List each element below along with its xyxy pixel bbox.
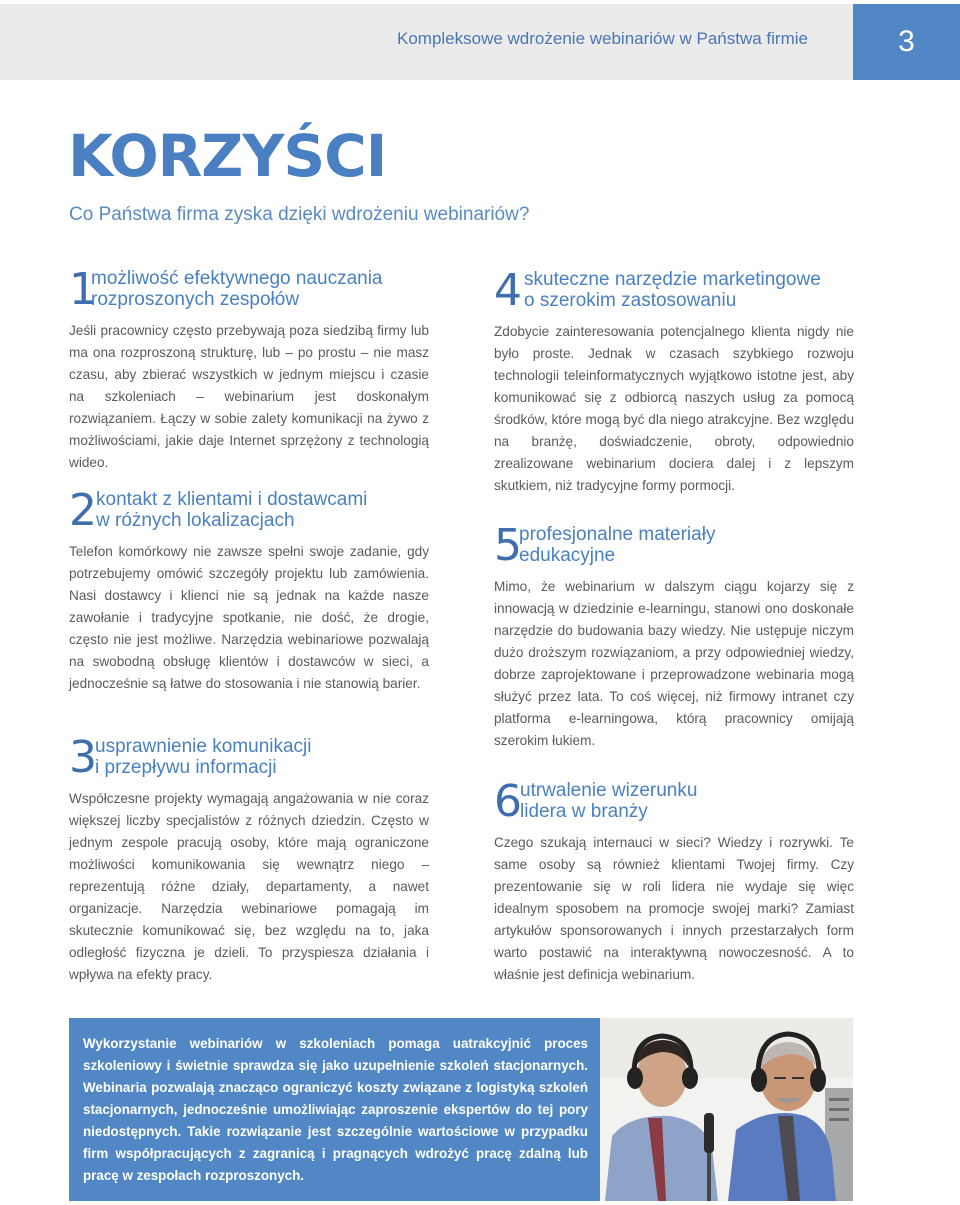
item-title bbox=[519, 524, 715, 566]
item-title-line2: i przepływu informacji bbox=[95, 757, 277, 778]
item-title bbox=[520, 780, 697, 822]
item-title-line2: o szerokim zastosowaniu bbox=[524, 290, 737, 311]
benefit-item-1 bbox=[69, 264, 429, 474]
item-title-line1: profesjonalne materiały bbox=[519, 524, 716, 545]
item-title-line2: rozproszonych zespołów bbox=[91, 289, 300, 310]
item-number: 3 bbox=[69, 732, 97, 783]
item-title-line2: lidera w branży bbox=[520, 801, 648, 822]
item-title-line1: utrwalenie wizerunku bbox=[520, 780, 698, 801]
item-text: Współczesne projekty wymagają angażowania w nie coraz większej liczby specjalistów z różnych dziedzin. Często w jednym zespole pracują osoby, które mają ograniczone możliwości komunikowania się wewnątrz niego – reprezentują różne działy, departamenty, a nawet organizacje. Narzędzia webinariowe pomagają im skutecznie komunikować się, bez względu na to, jaka odległość fizyczna je dzieli. To przyspiesza działania i wpływa na efekty pracy. bbox=[69, 791, 429, 982]
page-number: 3 bbox=[853, 4, 960, 80]
benefit-item-5 bbox=[494, 520, 854, 752]
benefit-item-6 bbox=[494, 776, 854, 986]
item-title bbox=[524, 269, 821, 311]
item-title bbox=[91, 268, 383, 310]
item-text: Mimo, że webinarium w dalszym ciągu kojarzy się z innowacją w dziedzinie e-learningu, stanowi ono doskonałe narzędzie do budowania bazy wiedzy. Nie ustępuje niczym dużo droższym rozwiązaniom, a przy odpowiedniej wiedzy, dobrze zaprojektowane i przeprowadzone webinaria mogą służyć przez lata. To coś więcej, niż firmowy intranet czy platforma e-learningowa, którą pracownicy omijają szerokim łukiem. bbox=[494, 579, 854, 748]
item-text: Czego szukają internauci w sieci? Wiedzy i rozrywki. Te same osoby są również klientami Twojej firmy. Czy prezentowanie się w roli lidera nie wydaje się więc idealnym sposobem na promocje swojej marki? Zamiast artykułów sponsorowanych i innych przestarzałych form warto postawić na interaktywną nowoczesność. A to właśnie jest definicja webinarium. bbox=[494, 835, 854, 982]
page-subtitle: Co Państwa firma zyska dzięki wdrożeniu webinariów? bbox=[69, 204, 530, 225]
item-title-line2: w różnych lokalizacjach bbox=[96, 510, 295, 531]
item-number: 2 bbox=[69, 485, 97, 536]
item-text: Zdobycie zainteresowania potencjalnego klienta nigdy nie było proste. Jednak w czasach szybkiego rozwoju technologii teleinformatycznych wyjątkowo istotne jest, aby komunikować się z odbiorcą naszych usług za pomocą środków, które mogą być dla niego atrakcyjne. Bez względu na branżę, doświadczenie, obroty, odpowiednio zrealizowane webinarium dociera dalej i z lepszym skutkiem, niż tradycyjne formy pormocji. bbox=[494, 324, 854, 493]
item-number: 4 bbox=[494, 265, 522, 316]
item-title-line2: edukacyjne bbox=[519, 545, 616, 566]
benefit-item-4 bbox=[494, 265, 854, 497]
item-title bbox=[96, 489, 367, 531]
item-text: Telefon komórkowy nie zawsze spełni swoje zadanie, gdy potrzebujemy omówić szczegóły projektu lub zamówienia. Nasi dostawcy i klienci nie są jednak na każde nasze zawołanie i tradycyjne spotkanie, nie dość, że drogie, często nie jest możliwe. Narzędzia webinariowe pozwalają na swobodną obsługę klientów i dostawców w sieci, a jednocześnie są łatwe do stosowania i nie stanowią barier. bbox=[69, 544, 429, 691]
item-title-line1: kontakt z klientami i dostawcami bbox=[96, 489, 368, 510]
benefit-item-3 bbox=[69, 732, 429, 986]
callout-box bbox=[69, 1018, 600, 1201]
item-number: 6 bbox=[494, 776, 522, 827]
item-text: Jeśli pracownicy często przebywają poza siedzibą firmy lub ma ona rozproszoną strukturę, lub – po prostu – nie masz czasu, aby zbierać wszystkich w jednym miejscu i czasie na szkoleniach – webinarium jest doskonałym rozwiązaniem. Łączy w sobie zalety komunikacji na żywo z możliwościami, jakie daje Internet sprzężony z technologią wideo. bbox=[69, 323, 429, 470]
item-title-line1: możliwość efektywnego nauczania bbox=[91, 268, 383, 289]
benefit-item-2 bbox=[69, 485, 429, 695]
item-number: 1 bbox=[69, 264, 97, 315]
item-title-line1: usprawnienie komunikacji bbox=[95, 736, 312, 757]
callout-text: Wykorzystanie webinariów w szkoleniach pomaga uatrakcyjnić proces szkoleniowy i świetnie sprawdza się jako uzupełnienie szkoleń stacjonarnych. Webinaria pozwalają znacząco ograniczyć koszty związane z logistyką szkoleń stacjonarnych, jednocześnie umożliwiając zaproszenie ekspertów do tej pory niedostępnych. Takie rozwiązanie jest szczególnie wartościowe w przypadku firm współpracujących z zagranicą i pragnących wdrożyć pracę zdalną lub pracę w zespołach rozproszonych. bbox=[83, 1036, 588, 1183]
header-title: Kompleksowe wdrożenie webinariów w Państwa firmie bbox=[396, 29, 808, 48]
photo-two-men-headsets bbox=[600, 1018, 853, 1201]
item-title-line1: skuteczne narzędzie marketingowe bbox=[524, 269, 821, 290]
item-title bbox=[95, 736, 312, 778]
item-number: 5 bbox=[494, 520, 522, 571]
page-title: KORZYŚCI bbox=[68, 122, 387, 190]
